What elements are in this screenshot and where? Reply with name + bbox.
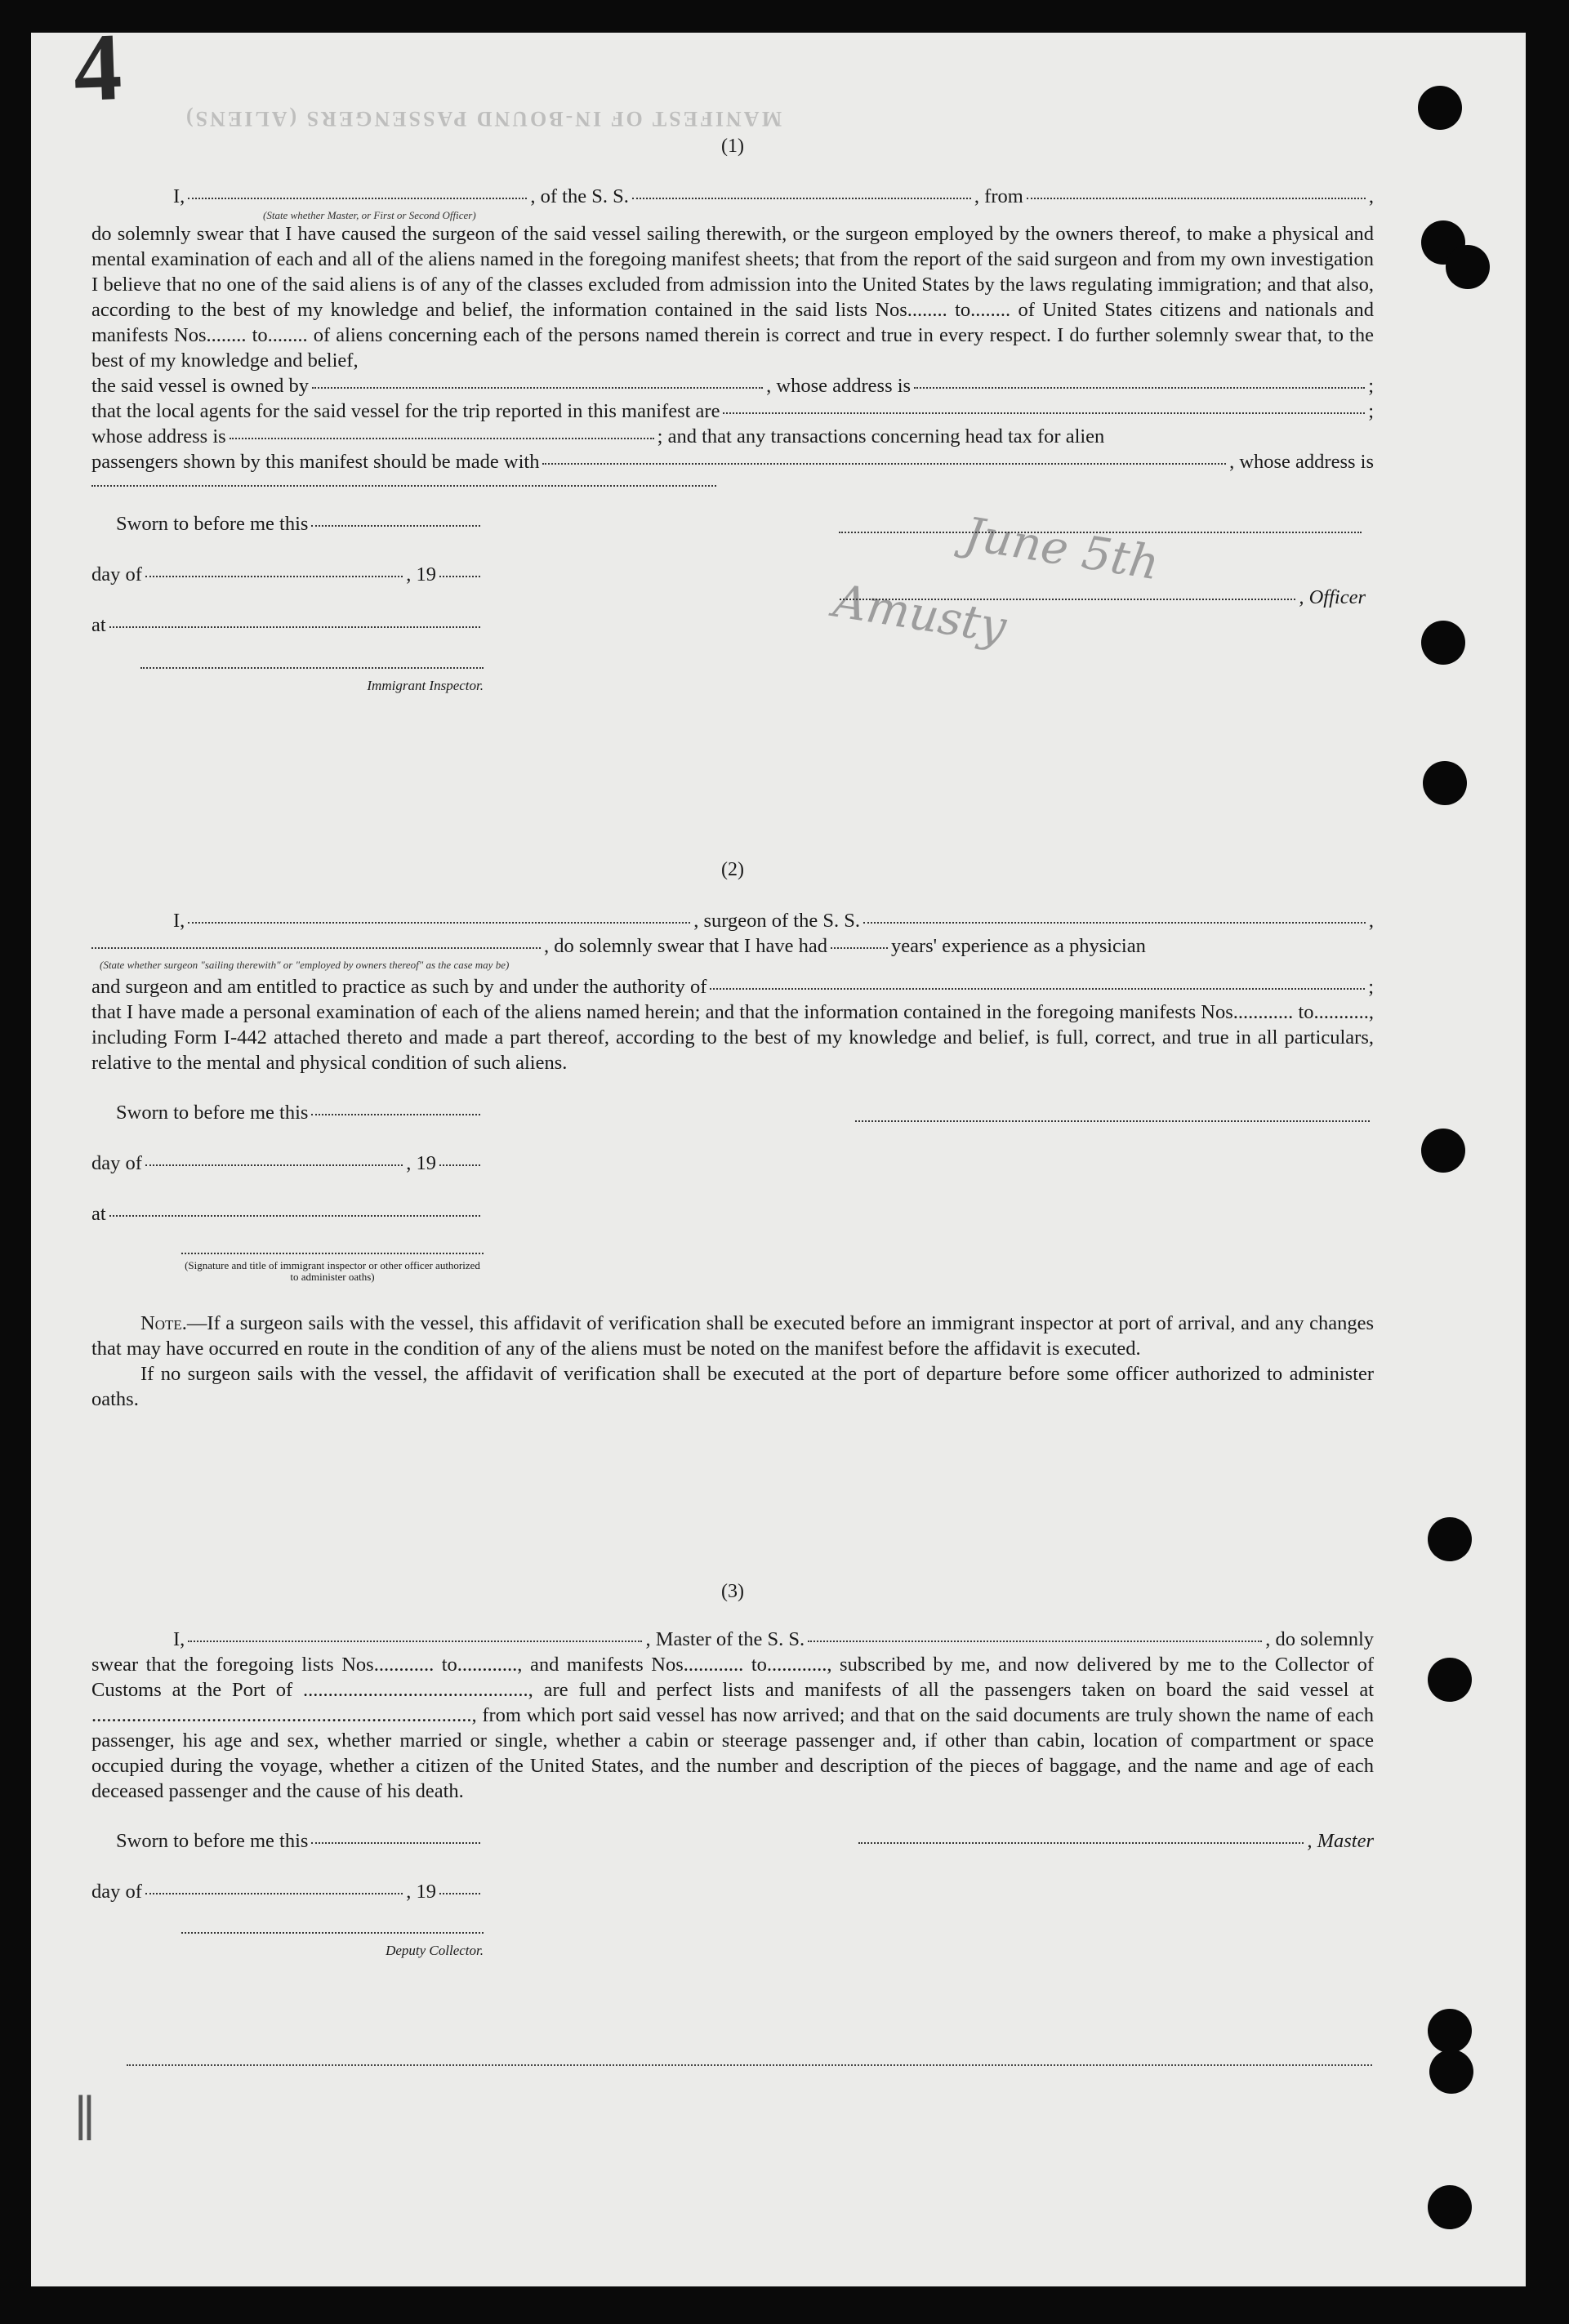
punch-hole — [1446, 245, 1490, 289]
section-3 — [91, 1627, 1374, 1992]
blank-years[interactable] — [831, 946, 888, 949]
owned-by-label: the said vessel is owned by — [91, 375, 310, 397]
physician-text: years' experience as a physician — [890, 935, 1146, 957]
agents-address-label: whose address is — [91, 425, 226, 447]
section-2 — [91, 908, 1374, 1412]
oath-i: I, — [173, 185, 185, 207]
blank-owner[interactable] — [312, 386, 763, 389]
semicolon: ; — [1368, 375, 1375, 397]
year-label: , 19 — [406, 1152, 436, 1174]
blank-year[interactable] — [439, 1892, 480, 1894]
note-label: Note. — [140, 1312, 187, 1334]
punch-hole — [1418, 86, 1462, 130]
collector-caption: Deputy Collector. — [386, 1943, 484, 1958]
blank-authority[interactable] — [710, 987, 1365, 990]
punch-hole — [1428, 1517, 1472, 1561]
sworn-label: Sworn to before me this — [116, 513, 309, 535]
at-label: at — [91, 614, 106, 636]
punch-hole — [1429, 2050, 1473, 2094]
oath-i: I, — [173, 1628, 185, 1650]
blank-place[interactable] — [109, 1214, 480, 1217]
margin-mark: ∥ — [74, 2092, 96, 2146]
blank-signature-line[interactable] — [839, 531, 1362, 533]
section-1-oath-text: do solemnly swear that I have caused the surgeon of the said vessel sailing therewith, or the surgeon employed by the owners thereof, to make a physical and mental examination of each and all of the aliens named in the foregoing manifest sheets; that from the report of the said surgeon and from my own investigation I believe that no one of the said aliens is of any of the classes excluded from admission into the United States by the laws regulating immigration; and that also, according to the best of my knowledge and belief, the information contained in the said lists Nos........ to........ of United States citizens and nationals and manifests Nos........ to........ of aliens concerning each of the persons named therein is correct and true in every respect. I do further solemnly swear that, to the best of my knowledge and belief, — [91, 223, 1374, 372]
blank-officer-name[interactable] — [188, 197, 527, 199]
year-label: , 19 — [406, 563, 436, 585]
section-1-number: (1) — [721, 136, 744, 157]
punch-hole — [1423, 761, 1467, 805]
day-of-label: day of — [91, 1152, 142, 1174]
bleed-through-heading: MANIFEST OF IN-BOUND PASSENGERS (ALIENS) — [184, 107, 782, 131]
section-3-oath-text: swear that the foregoing lists Nos............ to............, and manifests Nos............ to............, subscribed by me, and now delivered by me to the Collector of Customs at the Port of ............................................., are full and perfect lists and manifests of all the passengers taken on board the said vessel at ............................................................................, from which port said vessel has now arrived; and that on the said documents are truly shown the name of each passenger, his age and sex, whether married or single, whether a cabin or steerage passenger and, if other than cabin, location of compartment or space occupied during the voyage, whether a citizen of the United States, and the number and description of the pieces of baggage, and the name and age of each deceased passenger and the cause of his death. — [91, 1654, 1374, 1802]
bottom-rule — [127, 2064, 1372, 2066]
blank-ship-name[interactable] — [863, 921, 1366, 924]
blank-year[interactable] — [439, 575, 480, 577]
blank-surgeon-name[interactable] — [188, 921, 690, 924]
from-label: , from — [974, 185, 1023, 207]
punch-hole — [1421, 621, 1465, 665]
comma: , — [1368, 910, 1375, 932]
day-of-label: day of — [91, 1881, 142, 1903]
master-of-ship-label: , Master of the S. S. — [645, 1628, 805, 1650]
owner-address-label: , whose address is — [766, 375, 912, 397]
blank-master-name[interactable] — [188, 1640, 642, 1642]
handwritten-note-1: June 5th — [961, 507, 1163, 591]
do-solemnly-text: , do solemnly — [1265, 1628, 1375, 1650]
blank-agents-address[interactable] — [230, 437, 654, 439]
blank-month[interactable] — [145, 1164, 403, 1166]
blank-inspector-signature[interactable] — [140, 666, 484, 669]
semicolon: ; — [1368, 976, 1374, 998]
section-1 — [91, 184, 1374, 699]
blank-party-address[interactable] — [91, 484, 716, 487]
surgeon-of-ship-label: , surgeon of the S. S. — [693, 910, 860, 932]
sworn-label: Sworn to before me this — [116, 1102, 309, 1124]
blank-owner-address[interactable] — [914, 386, 1365, 389]
section-3-number: (3) — [721, 1581, 744, 1602]
official-signature-caption: (Signature and title of immigrant inspector or other officer authorized to administer oaths) — [185, 1259, 480, 1283]
blank-ship-name[interactable] — [632, 197, 971, 199]
blank-sworn-date[interactable] — [311, 1841, 480, 1844]
blank-officer-signature[interactable] — [840, 598, 1295, 600]
comma: , — [1368, 185, 1374, 207]
blank-master-signature[interactable] — [858, 1841, 1304, 1844]
blank-sworn-date[interactable] — [311, 524, 480, 527]
section-2-oath-text: that I have made a personal examination of each of the aliens named herein; and that the information contained in the foregoing manifests Nos............ to..........., including Form I-442 attached thereto and made a part thereof, according to the best of my knowledge and belief, is full, correct, and true in all particulars, relative to the mental and physical condition of such aliens. — [91, 1001, 1374, 1074]
handwritten-note-2: Amusty — [830, 574, 1010, 655]
day-of-label: day of — [91, 563, 142, 585]
blank-sworn-date[interactable] — [311, 1113, 480, 1115]
blank-surgeon-signature[interactable] — [855, 1120, 1370, 1122]
officer-instruction: (State whether Master, or First or Second Officer) — [263, 209, 476, 221]
blank-month[interactable] — [145, 575, 403, 577]
year-label: , 19 — [406, 1881, 436, 1903]
head-tax-text: ; and that any transactions concerning head tax for alien — [657, 425, 1105, 447]
of-ship-label: , of the S. S. — [530, 185, 629, 207]
no-surgeon-note: If no surgeon sails with the vessel, the affidavit of verification shall be executed at the port of departure before some officer authorized to administer oaths. — [91, 1363, 1374, 1410]
years-experience-text: , do solemnly swear that I have had — [544, 935, 827, 957]
section-2-number: (2) — [721, 859, 744, 880]
blank-surgeon-status[interactable] — [91, 946, 541, 949]
page-number: 4 — [71, 13, 124, 122]
punch-hole — [1428, 1658, 1472, 1702]
surgeon-note — [91, 1311, 1374, 1361]
blank-ship-name[interactable] — [808, 1640, 1262, 1642]
master-label: , Master — [1307, 1830, 1374, 1852]
inspector-caption: Immigrant Inspector. — [367, 678, 484, 693]
surgeon-instruction: (State whether surgeon "sailing therewith" or "employed by owners thereof" as the case may be) — [100, 959, 510, 971]
oath-i: I, — [173, 910, 185, 932]
party-address-label: , whose address is — [1229, 451, 1374, 473]
punch-hole — [1428, 2185, 1472, 2229]
punch-hole — [1428, 2009, 1472, 2053]
blank-departure-port[interactable] — [1027, 197, 1366, 199]
blank-collector-signature[interactable] — [181, 1931, 484, 1934]
blank-place[interactable] — [109, 626, 480, 628]
blank-official-signature[interactable] — [181, 1252, 484, 1254]
officer-label: , Officer — [1299, 586, 1366, 608]
note-text: —If a surgeon sails with the vessel, this affidavit of verification shall be executed before an immigrant inspector at port of arrival, and any changes that may have occurred en route in the condition of any of the aliens must be noted on the manifest before the affidavit is executed. — [91, 1312, 1374, 1360]
sworn-label: Sworn to before me this — [116, 1830, 309, 1852]
punch-hole — [1421, 1129, 1465, 1173]
blank-head-tax-party[interactable] — [542, 462, 1226, 465]
at-label: at — [91, 1203, 106, 1225]
semicolon: ; — [1368, 400, 1374, 422]
blank-local-agents[interactable] — [723, 412, 1365, 414]
authority-text: and surgeon and am entitled to practice as such by and under the authority of — [91, 976, 707, 998]
local-agents-label: that the local agents for the said vessel for the trip reported in this manifest are — [91, 400, 720, 422]
blank-month[interactable] — [145, 1892, 403, 1894]
passengers-text: passengers shown by this manifest should be made with — [91, 451, 540, 473]
blank-year[interactable] — [439, 1164, 480, 1166]
